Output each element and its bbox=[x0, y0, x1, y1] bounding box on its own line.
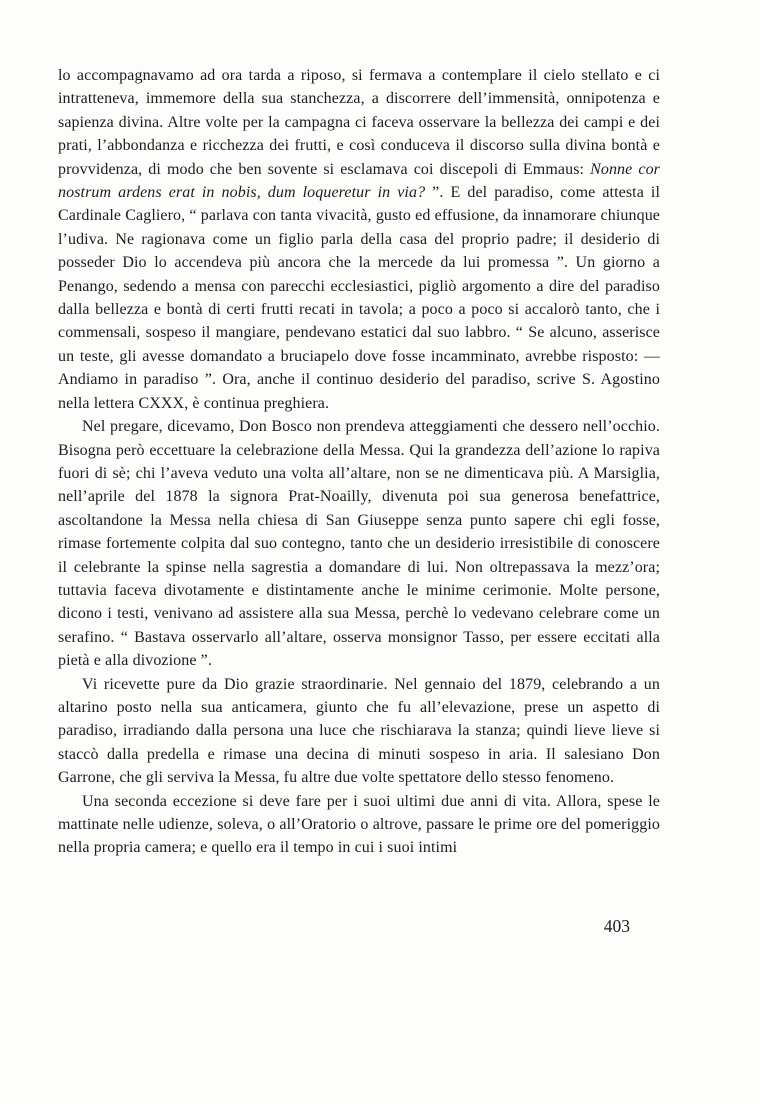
paragraph bbox=[58, 415, 660, 672]
paragraph-text: Una seconda eccezione si deve fare per i suoi ultimi due anni di vita. Allora, spese le mattinate nelle udienze, soleva, o all’Oratorio o altrove, passare le prime ore del pomeriggio nella propria camera; e quello era il tempo in cui i suoi intimi bbox=[58, 792, 660, 857]
body-text bbox=[58, 64, 660, 860]
paragraph-text: lo accompagnavamo ad ora tarda a riposo, si fermava a contemplare il cielo stellato e ci intratteneva, immemore della sua stanchezza, a discorrere dell’immensità, onnipotenza e sapienza divina. Altre volte per la campagna ci faceva osservare la bellezza dei campi e dei prati, l’abbondanza e ricchezza dei frutti, e così conduceva il discorso sulla divina bontà e provvidenza, di modo che ben sovente si esclamava coi discepoli di Emmaus: bbox=[58, 67, 660, 178]
paragraph bbox=[58, 64, 660, 415]
paragraph bbox=[58, 790, 660, 860]
paragraph-text: ”. E del paradiso, come attesta il Cardinale Cagliero, “ parlava con tanta vivacità, gusto ed effusione, da innamorare chiunque l’udiva. Ne ragionava come un figlio parla della casa del proprio padre; il desiderio di posseder Dio lo accendeva più ancora che la mercede da lui promessa ”. Un giorno a Penango, sedendo a mensa con parecchi ecclesiastici, pigliò argomento a dire del paradiso dalla bellezza e bontà di certi frutti recati in tavola; a poco a poco si accalorò tanto, che i commensali, sospeso il mangiare, pendevano estatici dal suo labbro. “ Se alcuno, asserisce un teste, gli avesse domandato a bruciapelo dove fosse incamminato, avrebbe risposto: — Andiamo in paradiso ”. Ora, anche il continuo desiderio del paradiso, scrive S. Agostino nella lettera CXXX, è continua preghiera. bbox=[58, 184, 660, 412]
paragraph-text: Nel pregare, dicevamo, Don Bosco non prendeva atteggiamenti che dessero nell’occhio. Bisogna però eccettuare la celebrazione della Messa. Qui la grandezza dell’azione lo rapiva fuori di sè; chi l’aveva veduto una volta all’altare, non se ne dimenticava più. A Marsiglia, nell’aprile del 1878 la signora Prat-Noailly, divenuta poi sua generosa benefattrice, ascoltandone la Messa nella chiesa di San Giuseppe senza punto sapere chi egli fosse, rimase fortemente colpita dal suo contegno, tanto che un desiderio irresistibile di conoscere il celebrante la spinse nella sagrestia a domandare di lui. Non oltrepassava la mezz’ora; tuttavia faceva divotamente e distintamente anche le minime cerimonie. Molte persone, dicono i testi, venivano ad assistere alla sua Messa, perchè lo vedevano celebrare come un serafino. “ Bastava osservarlo all’altare, osserva monsignor Tasso, per essere eccitati alla pietà e alla divozione ”. bbox=[58, 418, 660, 670]
paragraph-text: Vi ricevette pure da Dio grazie straordinarie. Nel gennaio del 1879, celebrando a un altarino posto nella sua anticamera, giunto che fu all’elevazione, prese un aspetto di paradiso, irradiando dalla persona una luce che rischiarava la stanza; quindi lieve lieve si staccò dalla predella e rimase una decina di minuti sospeso in aria. Il salesiano Don Garrone, che gli serviva la Messa, fu altre due volte spettatore dello stesso fenomeno. bbox=[58, 675, 660, 787]
latin-quote-italic: Nonne cor nostrum ardens erat in nobis, dum loqueretur in via? bbox=[58, 160, 660, 202]
page-number: 403 bbox=[603, 916, 630, 936]
paragraph bbox=[58, 673, 660, 790]
